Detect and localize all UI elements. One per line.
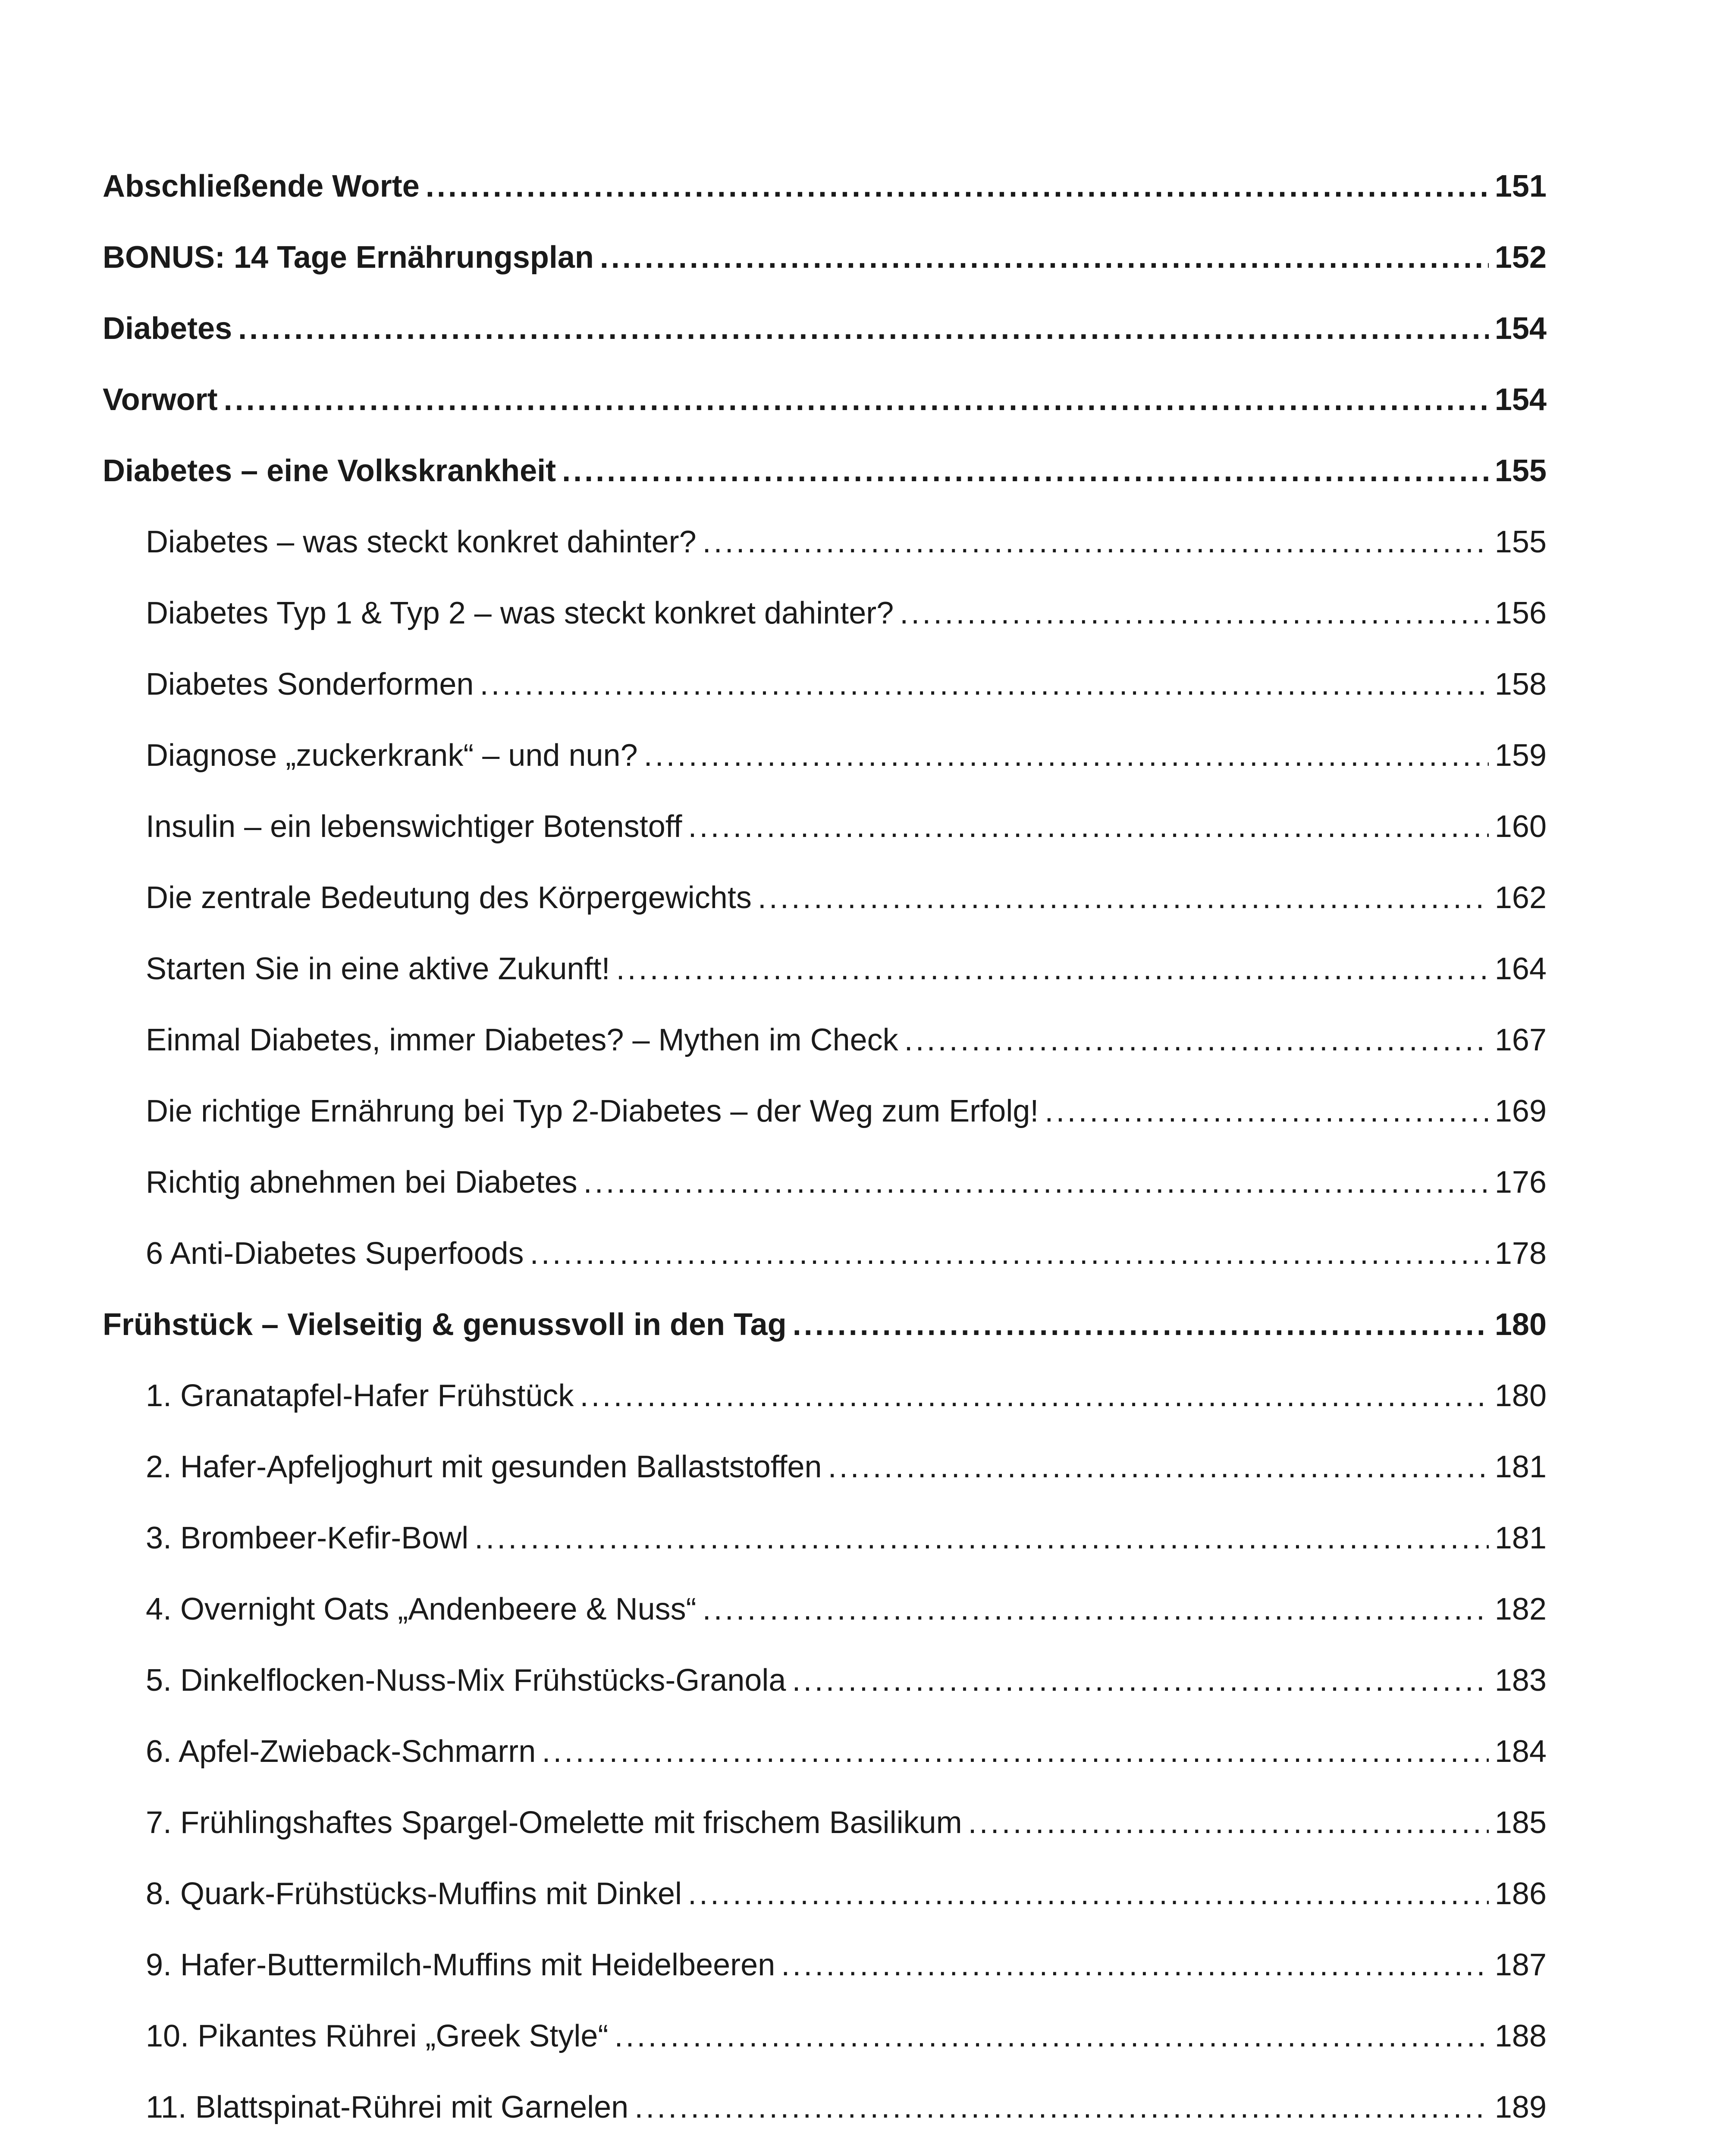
toc-entry-page-number: 155	[1494, 525, 1547, 559]
toc-entry-page-number: 178	[1494, 1236, 1547, 1271]
toc-entry-title: 11. Blattspinat-Rührei mit Garnelen	[146, 2090, 629, 2125]
toc-entry-title: Frühstück – Vielseitig & genussvoll in den Tag	[103, 1307, 787, 1342]
toc-dot-leader	[703, 1574, 1489, 1645]
toc-entry-page-number: 188	[1494, 2019, 1547, 2053]
toc-entry-title: 5. Dinkelflocken-Nuss-Mix Frühstücks-Granola	[146, 1663, 786, 1698]
toc-entry-page-number: 162	[1494, 881, 1547, 915]
toc-entry-title: 1. Granatapfel-Hafer Frühstück	[146, 1379, 574, 1413]
toc-entry-title: Diabetes Typ 1 & Typ 2 – was steckt konkret dahinter?	[146, 596, 894, 630]
toc-dot-leader	[426, 151, 1489, 222]
toc-entry-title: 2. Hafer-Apfeljoghurt mit gesunden Ballaststoffen	[146, 1450, 822, 1484]
toc-entry-page-number: 186	[1494, 1877, 1547, 1911]
toc-entry[interactable]	[103, 364, 1547, 436]
toc-entry[interactable]	[103, 1218, 1547, 1289]
toc-entry-page-number: 156	[1494, 596, 1547, 630]
toc-entry-page-number: 181	[1494, 1521, 1547, 1555]
toc-dot-leader	[238, 293, 1489, 364]
toc-entry-page-number: 152	[1494, 240, 1547, 275]
toc-dot-leader	[758, 862, 1489, 934]
toc-dot-leader	[480, 649, 1488, 720]
toc-entry-title: 4. Overnight Oats „Andenbeere & Nuss“	[146, 1592, 697, 1626]
toc-entry[interactable]	[103, 578, 1547, 649]
toc-entry[interactable]	[103, 151, 1547, 222]
toc-entry[interactable]	[103, 1716, 1547, 1787]
toc-entry-title: Starten Sie in eine aktive Zukunft!	[146, 952, 610, 986]
toc-entry-title: 7. Frühlingshaftes Spargel-Omelette mit frischem Basilikum	[146, 1805, 962, 1840]
toc-entry[interactable]	[103, 2072, 1547, 2143]
toc-entry[interactable]	[103, 1147, 1547, 1218]
toc-entry-page-number: 167	[1494, 1023, 1547, 1057]
toc-entry[interactable]	[103, 1858, 1547, 1930]
toc-entry-title	[146, 2143, 491, 2156]
toc-dot-leader	[584, 1147, 1489, 1218]
toc-dot-leader	[497, 2143, 1488, 2156]
toc-entry-page-number: 154	[1494, 311, 1547, 346]
toc-dot-leader	[614, 2001, 1488, 2072]
toc-entry-title: Diabetes – was steckt konkret dahinter?	[146, 525, 697, 559]
toc-entry-page-number: 155	[1494, 454, 1547, 488]
toc-entry[interactable]	[103, 649, 1547, 720]
toc-entry-page-number: 182	[1494, 1592, 1547, 1626]
toc-entry-page-number: 151	[1494, 169, 1547, 204]
toc-entry-page-number: 180	[1494, 1307, 1547, 1342]
toc-dot-leader	[644, 720, 1489, 791]
toc-entry[interactable]	[103, 1289, 1547, 1360]
toc-entry-page-number: 180	[1494, 1379, 1547, 1413]
toc-entry-title: 9. Hafer-Buttermilch-Muffins mit Heidelbeeren	[146, 1948, 775, 1982]
toc-entry-page-number: 169	[1494, 1094, 1547, 1128]
toc-dot-leader	[900, 578, 1489, 649]
toc-entry-page-number	[1495, 2143, 1547, 2156]
toc-entry-title: Vorwort	[103, 382, 218, 417]
toc-entry-page-number: 164	[1494, 952, 1547, 986]
toc-entry-title: Abschließende Worte	[103, 169, 420, 204]
toc-entry-title: Insulin – ein lebenswichtiger Botenstoff	[146, 809, 682, 844]
toc-entry-title: 10. Pikantes Rührei „Greek Style“	[146, 2019, 609, 2053]
toc-entry-page-number: 187	[1494, 1948, 1547, 1982]
toc-entry-title: 6 Anti-Diabetes Superfoods	[146, 1236, 524, 1271]
toc-dot-leader	[1045, 1076, 1488, 1147]
toc-dot-leader	[703, 507, 1489, 578]
toc-entry-page-number: 154	[1494, 382, 1547, 417]
table-of-contents	[103, 151, 1547, 2156]
toc-entry-title: 8. Quark-Frühstücks-Muffins mit Dinkel	[146, 1877, 682, 1911]
toc-entry[interactable]	[103, 507, 1547, 578]
toc-entry-title: 6. Apfel-Zwieback-Schmarrn	[146, 1734, 536, 1769]
toc-entry-page-number: 159	[1494, 738, 1547, 773]
toc-entry-title: Richtig abnehmen bei Diabetes	[146, 1165, 577, 1200]
toc-dot-leader	[224, 364, 1489, 436]
toc-entry[interactable]	[103, 1645, 1547, 1716]
toc-entry[interactable]	[103, 222, 1547, 293]
toc-entry[interactable]	[103, 2001, 1547, 2072]
toc-dot-leader	[688, 1858, 1489, 1930]
toc-entry[interactable]	[103, 1503, 1547, 1574]
toc-entry-page-number: 158	[1494, 667, 1547, 702]
toc-dot-leader	[474, 1503, 1489, 1574]
toc-dot-leader	[542, 1716, 1489, 1787]
toc-entry-title: Diabetes	[103, 311, 232, 346]
toc-entry-title: Die zentrale Bedeutung des Körpergewichts	[146, 881, 752, 915]
toc-entry[interactable]	[103, 934, 1547, 1005]
toc-entry[interactable]	[103, 1360, 1547, 1432]
toc-dot-leader	[781, 1930, 1489, 2001]
toc-dot-leader	[616, 934, 1489, 1005]
toc-dot-leader	[634, 2072, 1489, 2143]
toc-entry-title: BONUS: 14 Tage Ernährungsplan	[103, 240, 594, 275]
toc-entry[interactable]	[103, 2143, 1547, 2156]
toc-entry-title: Einmal Diabetes, immer Diabetes? – Mythen im Check	[146, 1023, 898, 1057]
toc-entry-title: Diagnose „zuckerkrank“ – und nun?	[146, 738, 638, 773]
toc-entry-page-number: 183	[1494, 1663, 1547, 1698]
toc-entry[interactable]	[103, 1787, 1547, 1858]
toc-entry-title: Diabetes – eine Volkskrankheit	[103, 454, 556, 488]
toc-dot-leader	[968, 1787, 1489, 1858]
toc-entry[interactable]	[103, 1005, 1547, 1076]
toc-entry[interactable]	[103, 293, 1547, 364]
toc-entry-title: Diabetes Sonderformen	[146, 667, 474, 702]
toc-dot-leader	[562, 436, 1489, 507]
toc-entry-page-number: 189	[1494, 2090, 1547, 2125]
toc-dot-leader	[530, 1218, 1489, 1289]
toc-entry[interactable]	[103, 436, 1547, 507]
toc-dot-leader	[580, 1360, 1488, 1432]
toc-entry[interactable]	[103, 1432, 1547, 1503]
toc-entry[interactable]	[103, 1076, 1547, 1147]
toc-dot-leader	[792, 1645, 1488, 1716]
toc-entry-title: Die richtige Ernährung bei Typ 2-Diabetes – der Weg zum Erfolg!	[146, 1094, 1039, 1128]
toc-entry-page-number: 185	[1494, 1805, 1547, 1840]
toc-dot-leader	[600, 222, 1489, 293]
toc-entry[interactable]	[103, 1930, 1547, 2001]
toc-entry-page-number: 160	[1494, 809, 1547, 844]
toc-entry[interactable]	[103, 791, 1547, 862]
toc-entry-page-number: 181	[1494, 1450, 1547, 1484]
toc-dot-leader	[688, 791, 1488, 862]
toc-entry[interactable]	[103, 862, 1547, 934]
toc-entry-page-number: 176	[1494, 1165, 1547, 1200]
toc-entry-page-number: 184	[1494, 1734, 1547, 1769]
toc-entry[interactable]	[103, 1574, 1547, 1645]
toc-dot-leader	[828, 1432, 1489, 1503]
toc-entry[interactable]	[103, 720, 1547, 791]
toc-entry-title: 3. Brombeer-Kefir-Bowl	[146, 1521, 469, 1555]
toc-dot-leader	[904, 1005, 1489, 1076]
toc-dot-leader	[793, 1289, 1489, 1360]
